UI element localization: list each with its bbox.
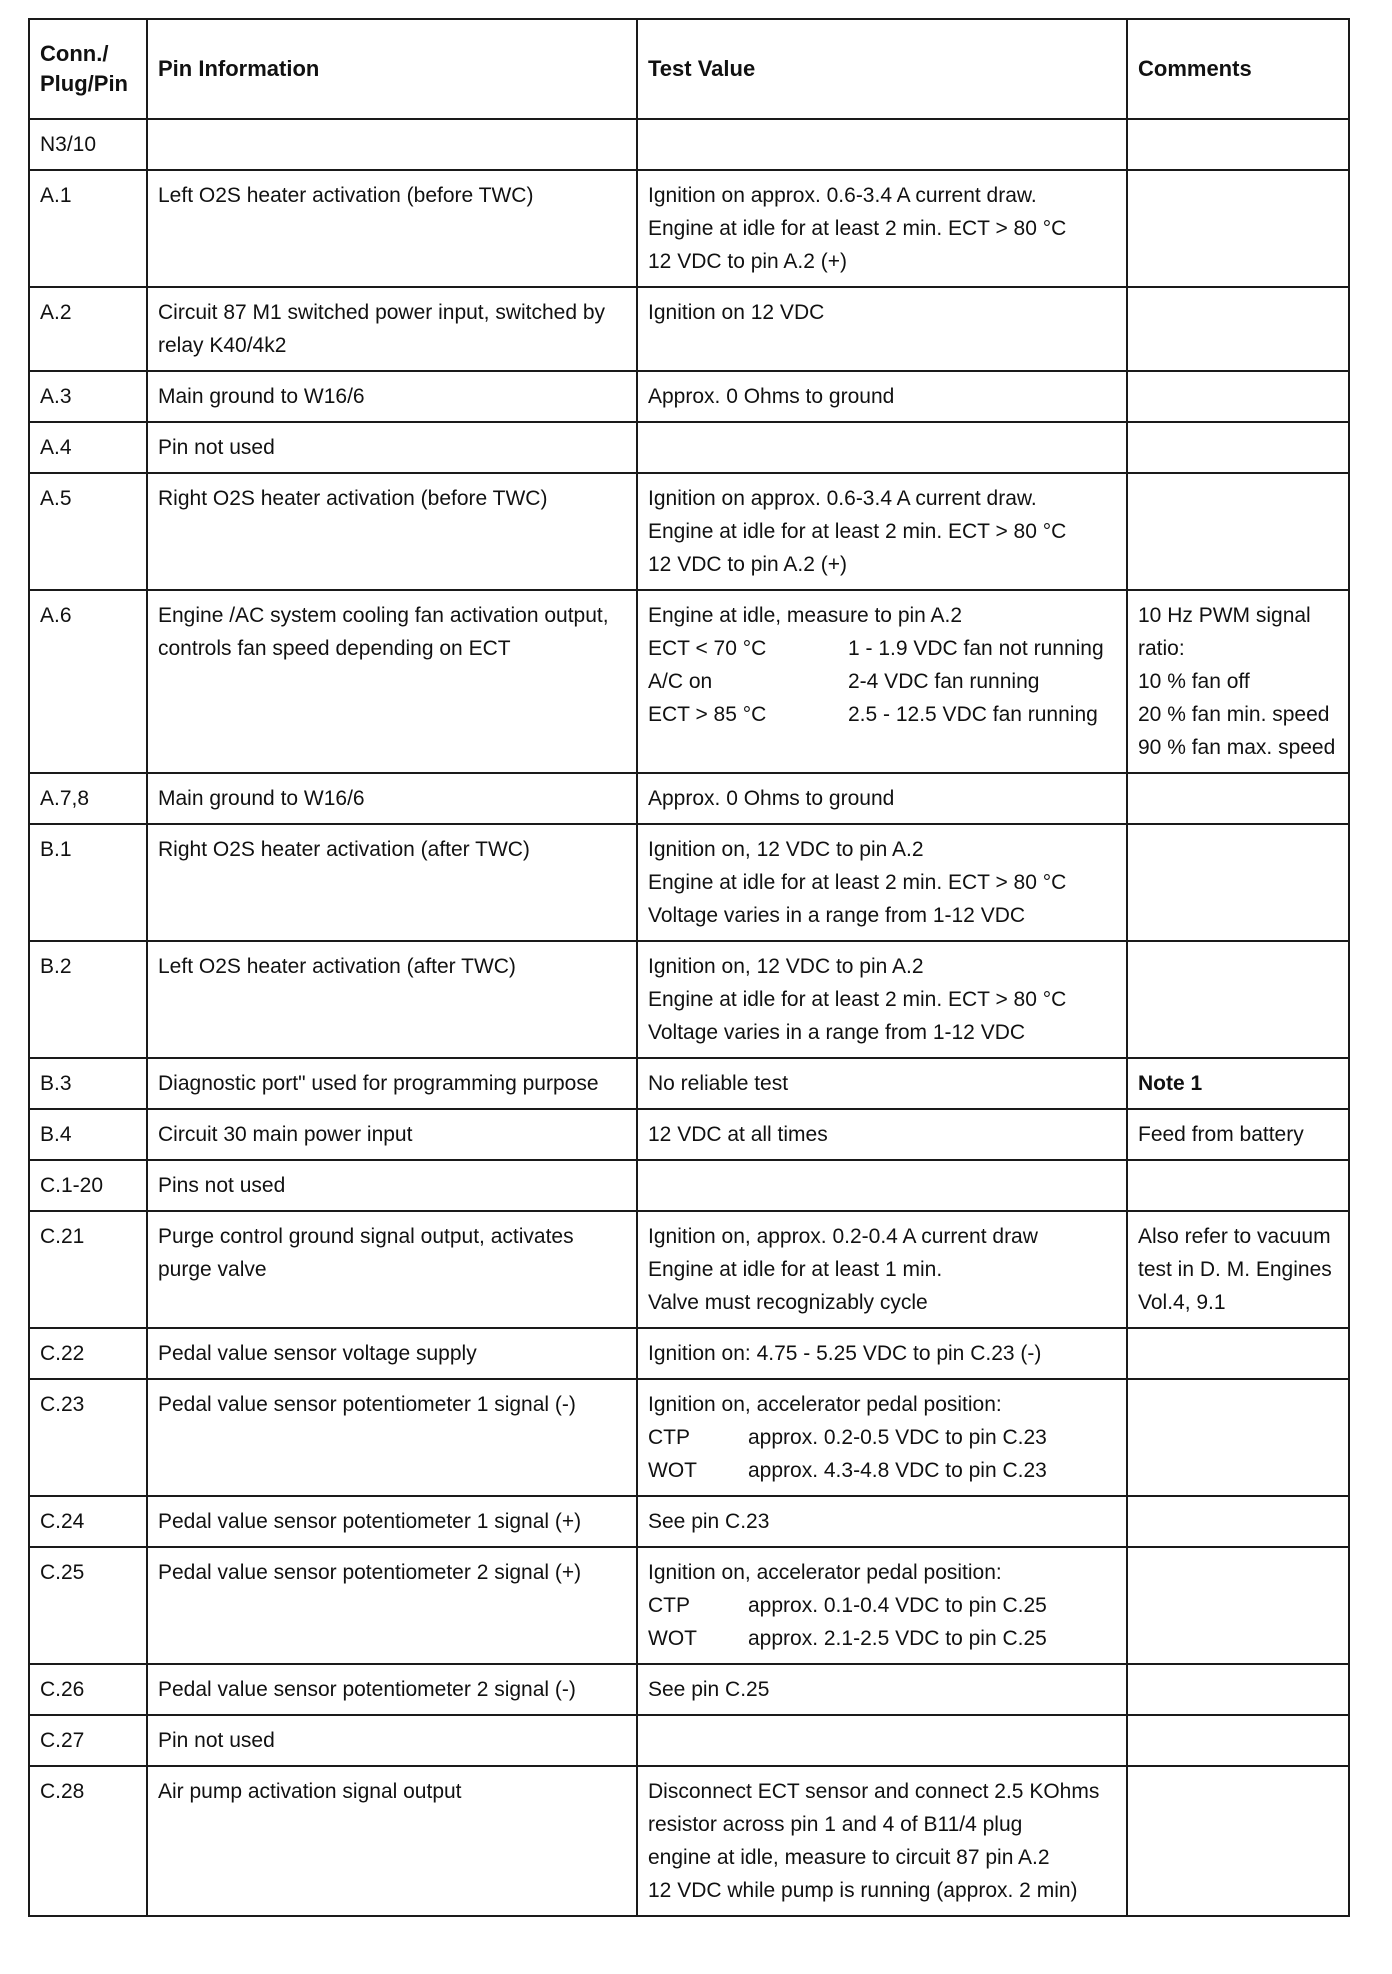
header-comments: Comments [1127,19,1349,119]
table-row [29,941,1349,1058]
test-value-line: Engine at idle for at least 2 min. ECT > 80 °C [648,520,1067,543]
pin-information-cell: Purge control ground signal output, activates purge valve [147,1211,637,1328]
table-body [29,119,1349,1916]
test-value-line: Engine at idle for at least 2 min. ECT > 80 °C [648,217,1067,240]
test-value-line: 12 VDC to pin A.2 (+) [648,553,848,576]
test-value-cell [637,1664,1127,1715]
comments-cell [1127,824,1349,941]
comments-cell [1127,1211,1349,1328]
test-value-line: Valve must recognizably cycle [648,1291,928,1314]
test-value-line: Ignition on, approx. 0.2-0.4 A current draw [648,1225,1038,1248]
pin-cell: A.3 [29,371,147,422]
test-condition-line [648,1421,1116,1454]
comments-cell [1127,1766,1349,1916]
table-row [29,824,1349,941]
test-condition-line [648,665,1116,698]
comments-cell [1127,1379,1349,1496]
comments-cell [1127,590,1349,773]
table-row [29,170,1349,287]
comments-cell [1127,473,1349,590]
pin-cell: C.27 [29,1715,147,1766]
test-condition-label: ECT > 85 °C [648,703,767,726]
pin-information-cell: Left O2S heater activation (after TWC) [147,941,637,1058]
test-condition-value: approx. 0.1-0.4 VDC to pin C.25 [748,1594,1047,1617]
comment-line: 10 Hz PWM signal [1138,604,1311,627]
comment-line: 90 % fan max. speed [1138,736,1336,759]
table-row [29,1058,1349,1109]
comment-line: test in D. M. Engines [1138,1258,1332,1281]
test-value-cell [637,170,1127,287]
pin-information-cell: Circuit 30 main power input [147,1109,637,1160]
pin-cell: A.1 [29,170,147,287]
test-value-cell [637,590,1127,773]
test-value-cell [637,941,1127,1058]
test-condition-value: approx. 2.1-2.5 VDC to pin C.25 [748,1627,1047,1650]
table-row [29,1211,1349,1328]
test-value-line: Disconnect ECT sensor and connect 2.5 KOhms [648,1780,1100,1803]
pin-information-cell: Left O2S heater activation (before TWC) [147,170,637,287]
table-row [29,119,1349,170]
table-row [29,1547,1349,1664]
test-value-line: Ignition on 12 VDC [648,301,825,324]
test-value-line: Ignition on approx. 0.6-3.4 A current draw. [648,184,1037,207]
test-value-line: Engine at idle for at least 1 min. [648,1258,943,1281]
comments-cell [1127,1109,1349,1160]
test-value-cell [637,1766,1127,1916]
test-condition-line [648,1589,1116,1622]
pin-cell: A.7,8 [29,773,147,824]
test-value-line: Ignition on, accelerator pedal position: [648,1561,1002,1584]
test-value-cell [637,1715,1127,1766]
test-value-cell [637,1328,1127,1379]
test-value-line: Ignition on, accelerator pedal position: [648,1393,1002,1416]
test-condition-value: 1 - 1.9 VDC fan not running [848,637,1104,660]
test-condition-line [648,632,1116,665]
test-value-cell [637,1547,1127,1664]
comments-cell [1127,1664,1349,1715]
test-value-line: See pin C.23 [648,1510,770,1533]
test-value-line: No reliable test [648,1072,789,1095]
pin-information-cell: Pedal value sensor potentiometer 1 signal (-) [147,1379,637,1496]
test-value-line: Ignition on approx. 0.6-3.4 A current draw. [648,487,1037,510]
pin-information-cell: Circuit 87 M1 switched power input, switched by relay K40/4k2 [147,287,637,371]
test-value-line: Voltage varies in a range from 1-12 VDC [648,1021,1026,1044]
pin-information-cell: Pedal value sensor potentiometer 1 signal (+) [147,1496,637,1547]
comments-cell [1127,119,1349,170]
pin-cell: A.5 [29,473,147,590]
pin-cell: C.28 [29,1766,147,1916]
pin-cell: C.23 [29,1379,147,1496]
pin-cell: B.4 [29,1109,147,1160]
test-condition-value: 2-4 VDC fan running [848,670,1040,693]
pin-information-cell: Pedal value sensor voltage supply [147,1328,637,1379]
test-condition-line [648,1622,1116,1655]
test-value-line: Ignition on, 12 VDC to pin A.2 [648,838,924,861]
comment-line: ratio: [1138,637,1185,660]
test-value-line: Ignition on, 12 VDC to pin A.2 [648,955,924,978]
comments-cell [1127,941,1349,1058]
test-condition-label: WOT [648,1627,697,1650]
test-condition-value: 2.5 - 12.5 VDC fan running [848,703,1098,726]
table-row [29,287,1349,371]
table-row [29,422,1349,473]
test-value-cell [637,1109,1127,1160]
test-value-line: resistor across pin 1 and 4 of B11/4 plug [648,1813,1023,1836]
test-condition-value: approx. 0.2-0.5 VDC to pin C.23 [748,1426,1047,1449]
pin-information-cell: Air pump activation signal output [147,1766,637,1916]
pin-information-cell: Pedal value sensor potentiometer 2 signal (+) [147,1547,637,1664]
comment-line: Vol.4, 9.1 [1138,1291,1226,1314]
pin-information-cell: Main ground to W16/6 [147,773,637,824]
test-value-cell [637,1160,1127,1211]
table-row [29,1766,1349,1916]
pin-information-cell: Pin not used [147,1715,637,1766]
table-row [29,1109,1349,1160]
table-row [29,773,1349,824]
test-value-cell [637,371,1127,422]
table-row [29,473,1349,590]
table-row [29,1496,1349,1547]
test-condition-line [648,1454,1116,1487]
header-test-value: Test Value [637,19,1127,119]
pin-cell: A.6 [29,590,147,773]
comments-cell [1127,773,1349,824]
test-value-line: 12 VDC to pin A.2 (+) [648,250,848,273]
comments-cell [1127,1058,1349,1109]
test-value-cell [637,287,1127,371]
pin-cell: C.1-20 [29,1160,147,1211]
pin-information-cell [147,119,637,170]
comment-line: Also refer to vacuum [1138,1225,1331,1248]
header-pin-information: Pin Information [147,19,637,119]
test-value-line: 12 VDC while pump is running (approx. 2 min) [648,1879,1078,1902]
comments-cell [1127,422,1349,473]
test-value-cell [637,422,1127,473]
test-value-line: See pin C.25 [648,1678,770,1701]
test-value-line: Engine at idle, measure to pin A.2 [648,604,963,627]
comments-cell [1127,1496,1349,1547]
header-conn-plug-pin: Conn./ Plug/Pin [29,19,147,119]
pin-cell: A.4 [29,422,147,473]
test-value-cell [637,773,1127,824]
pin-information-cell: Main ground to W16/6 [147,371,637,422]
test-condition-label: WOT [648,1459,697,1482]
pin-assignment-table [28,18,1350,1917]
test-value-cell [637,1211,1127,1328]
test-condition-label: ECT < 70 °C [648,637,767,660]
test-condition-label: CTP [648,1594,690,1617]
test-value-cell [637,824,1127,941]
pin-information-cell: Right O2S heater activation (after TWC) [147,824,637,941]
table-row [29,590,1349,773]
test-condition-label: A/C on [648,670,713,693]
table-row [29,1160,1349,1211]
test-value-cell [637,1058,1127,1109]
comments-cell [1127,1160,1349,1211]
test-value-line: Ignition on: 4.75 - 5.25 VDC to pin C.23 (-) [648,1342,1042,1365]
pin-information-cell: Diagnostic port" used for programming purpose [147,1058,637,1109]
test-value-line: engine at idle, measure to circuit 87 pin A.2 [648,1846,1050,1869]
pin-cell: C.22 [29,1328,147,1379]
test-value-line: Engine at idle for at least 2 min. ECT > 80 °C [648,871,1067,894]
pin-information-cell: Pedal value sensor potentiometer 2 signal (-) [147,1664,637,1715]
pin-cell: N3/10 [29,119,147,170]
pin-information-cell: Pins not used [147,1160,637,1211]
comments-cell [1127,371,1349,422]
pin-cell: C.25 [29,1547,147,1664]
pin-information-cell: Engine /AC system cooling fan activation output, controls fan speed depending on ECT [147,590,637,773]
pin-cell: C.26 [29,1664,147,1715]
pin-cell: B.2 [29,941,147,1058]
pin-assignment-document [28,18,1348,1917]
test-value-cell [637,1379,1127,1496]
pin-cell: C.21 [29,1211,147,1328]
table-row [29,1379,1349,1496]
pin-cell: C.24 [29,1496,147,1547]
comment-line: 20 % fan min. speed [1138,703,1330,726]
test-value-line: Approx. 0 Ohms to ground [648,787,895,810]
table-row [29,1715,1349,1766]
table-row [29,371,1349,422]
test-value-cell [637,119,1127,170]
comments-cell [1127,170,1349,287]
test-condition-value: approx. 4.3-4.8 VDC to pin C.23 [748,1459,1047,1482]
table-row [29,1328,1349,1379]
comments-cell [1127,1715,1349,1766]
table-header-row [29,19,1349,119]
test-value-cell [637,473,1127,590]
test-value-line: Voltage varies in a range from 1-12 VDC [648,904,1026,927]
test-condition-label: CTP [648,1426,690,1449]
test-value-cell [637,1496,1127,1547]
test-condition-line [648,698,1116,731]
pin-cell: A.2 [29,287,147,371]
test-value-line: Engine at idle for at least 2 min. ECT > 80 °C [648,988,1067,1011]
comment-line: 10 % fan off [1138,670,1250,693]
comment-line: Feed from battery [1138,1123,1304,1146]
table-row [29,1664,1349,1715]
comment-line: Note 1 [1138,1072,1203,1095]
comments-cell [1127,1547,1349,1664]
test-value-line: 12 VDC at all times [648,1123,828,1146]
test-value-line: Approx. 0 Ohms to ground [648,385,895,408]
pin-information-cell: Pin not used [147,422,637,473]
comments-cell [1127,1328,1349,1379]
pin-cell: B.3 [29,1058,147,1109]
pin-information-cell: Right O2S heater activation (before TWC) [147,473,637,590]
pin-cell: B.1 [29,824,147,941]
comments-cell [1127,287,1349,371]
